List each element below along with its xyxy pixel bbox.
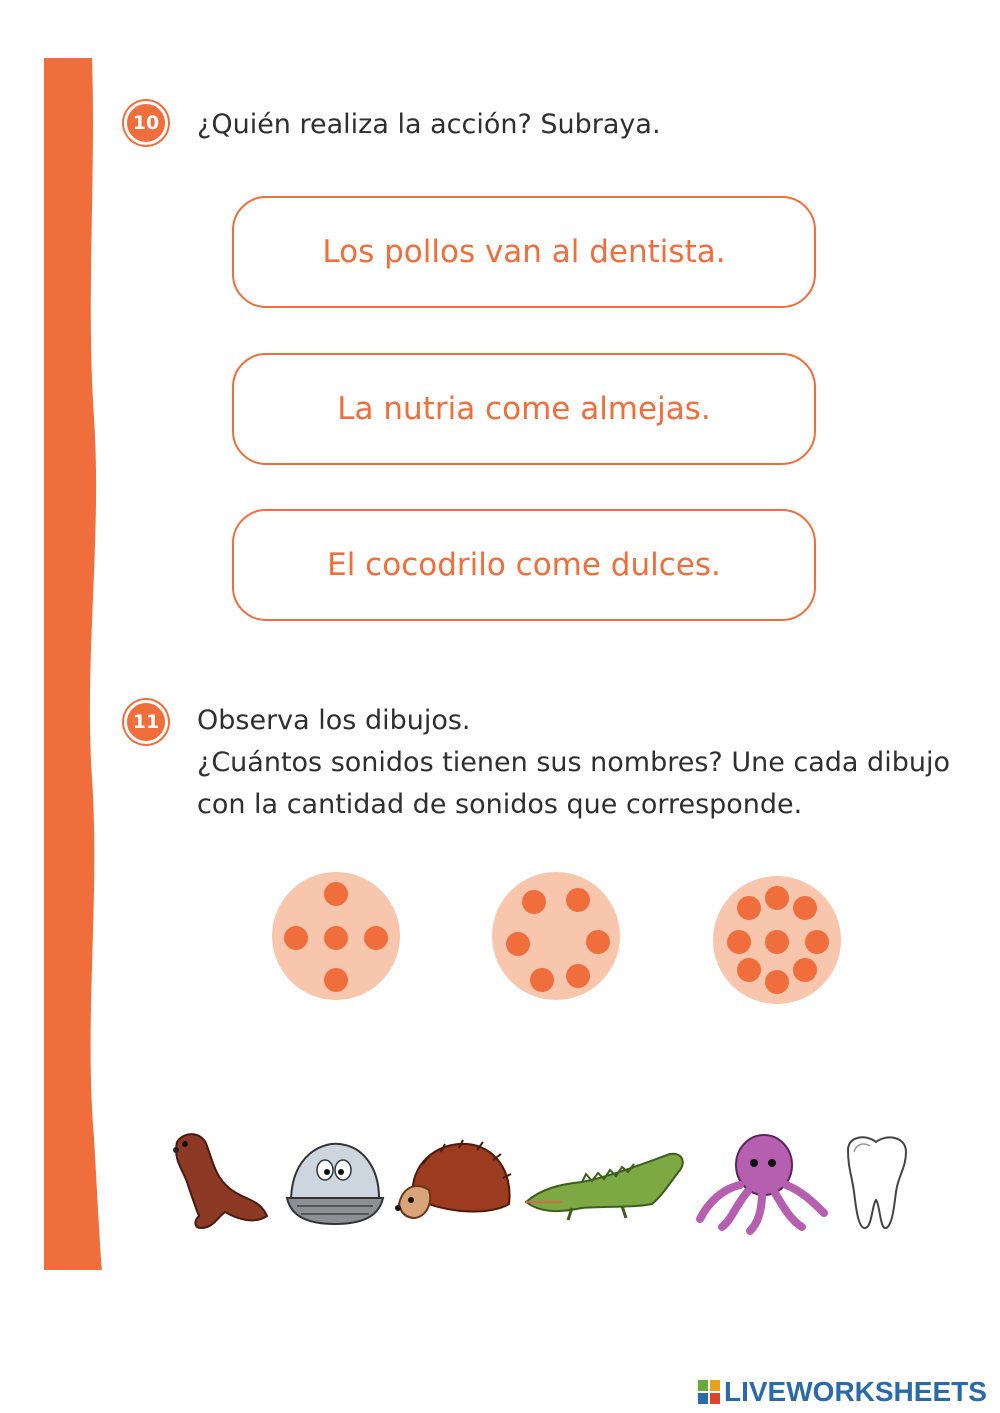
hedgehog-picture[interactable] (390, 1120, 520, 1244)
hedgehog-icon (393, 1134, 517, 1230)
exercise-11-line-3: con la cantidad de sonidos que corresponde. (197, 789, 803, 820)
exercise-11-number: 11 (132, 711, 160, 733)
dot-circle-5[interactable] (272, 868, 400, 1004)
dot-circle-6[interactable] (492, 868, 620, 1004)
otter-picture[interactable] (150, 1120, 280, 1244)
liveworksheets-logo-text: LIVEWORKSHEETS (724, 1376, 987, 1407)
sentence-box-1[interactable] (232, 196, 816, 308)
side-decoration-band (44, 58, 106, 1270)
liveworksheets-logo[interactable] (698, 1376, 987, 1408)
exercise-10-question (197, 104, 661, 146)
crocodile-icon (522, 1136, 688, 1228)
clam-icon (283, 1132, 387, 1232)
sentence-1-text[interactable]: Los pollos van al dentista. (322, 234, 726, 270)
sentence-3-text[interactable]: El cocodrilo come dulces. (327, 547, 721, 583)
tooth-icon (838, 1132, 914, 1232)
exercise-11-line-1: Observa los dibujos. (197, 705, 471, 736)
exercise-11-line-2: ¿Cuántos sonidos tienen sus nombres? Une cada dibujo (197, 747, 950, 778)
dot-circle-8[interactable] (713, 868, 841, 1004)
exercise-10-number-badge (124, 101, 168, 145)
otter-icon (155, 1124, 275, 1240)
clam-picture[interactable] (280, 1120, 390, 1244)
liveworksheets-logo-icon (698, 1380, 720, 1404)
octopus-icon (692, 1129, 828, 1235)
exercise-11-instructions (197, 700, 950, 826)
octopus-picture[interactable] (690, 1120, 830, 1244)
pictures-strip (150, 1118, 956, 1246)
dots-8 (727, 886, 829, 994)
crocodile-picture[interactable] (520, 1120, 690, 1244)
exercise-11-number-badge (124, 700, 168, 744)
sentence-2-text[interactable]: La nutria come almejas. (337, 391, 711, 427)
exercise-10-question-text: ¿Quién realiza la acción? Subraya. (197, 109, 661, 140)
sentence-box-3[interactable] (232, 509, 816, 621)
tooth-picture[interactable] (830, 1120, 922, 1244)
sentence-box-2[interactable] (232, 353, 816, 465)
exercise-10-number: 10 (132, 112, 160, 134)
